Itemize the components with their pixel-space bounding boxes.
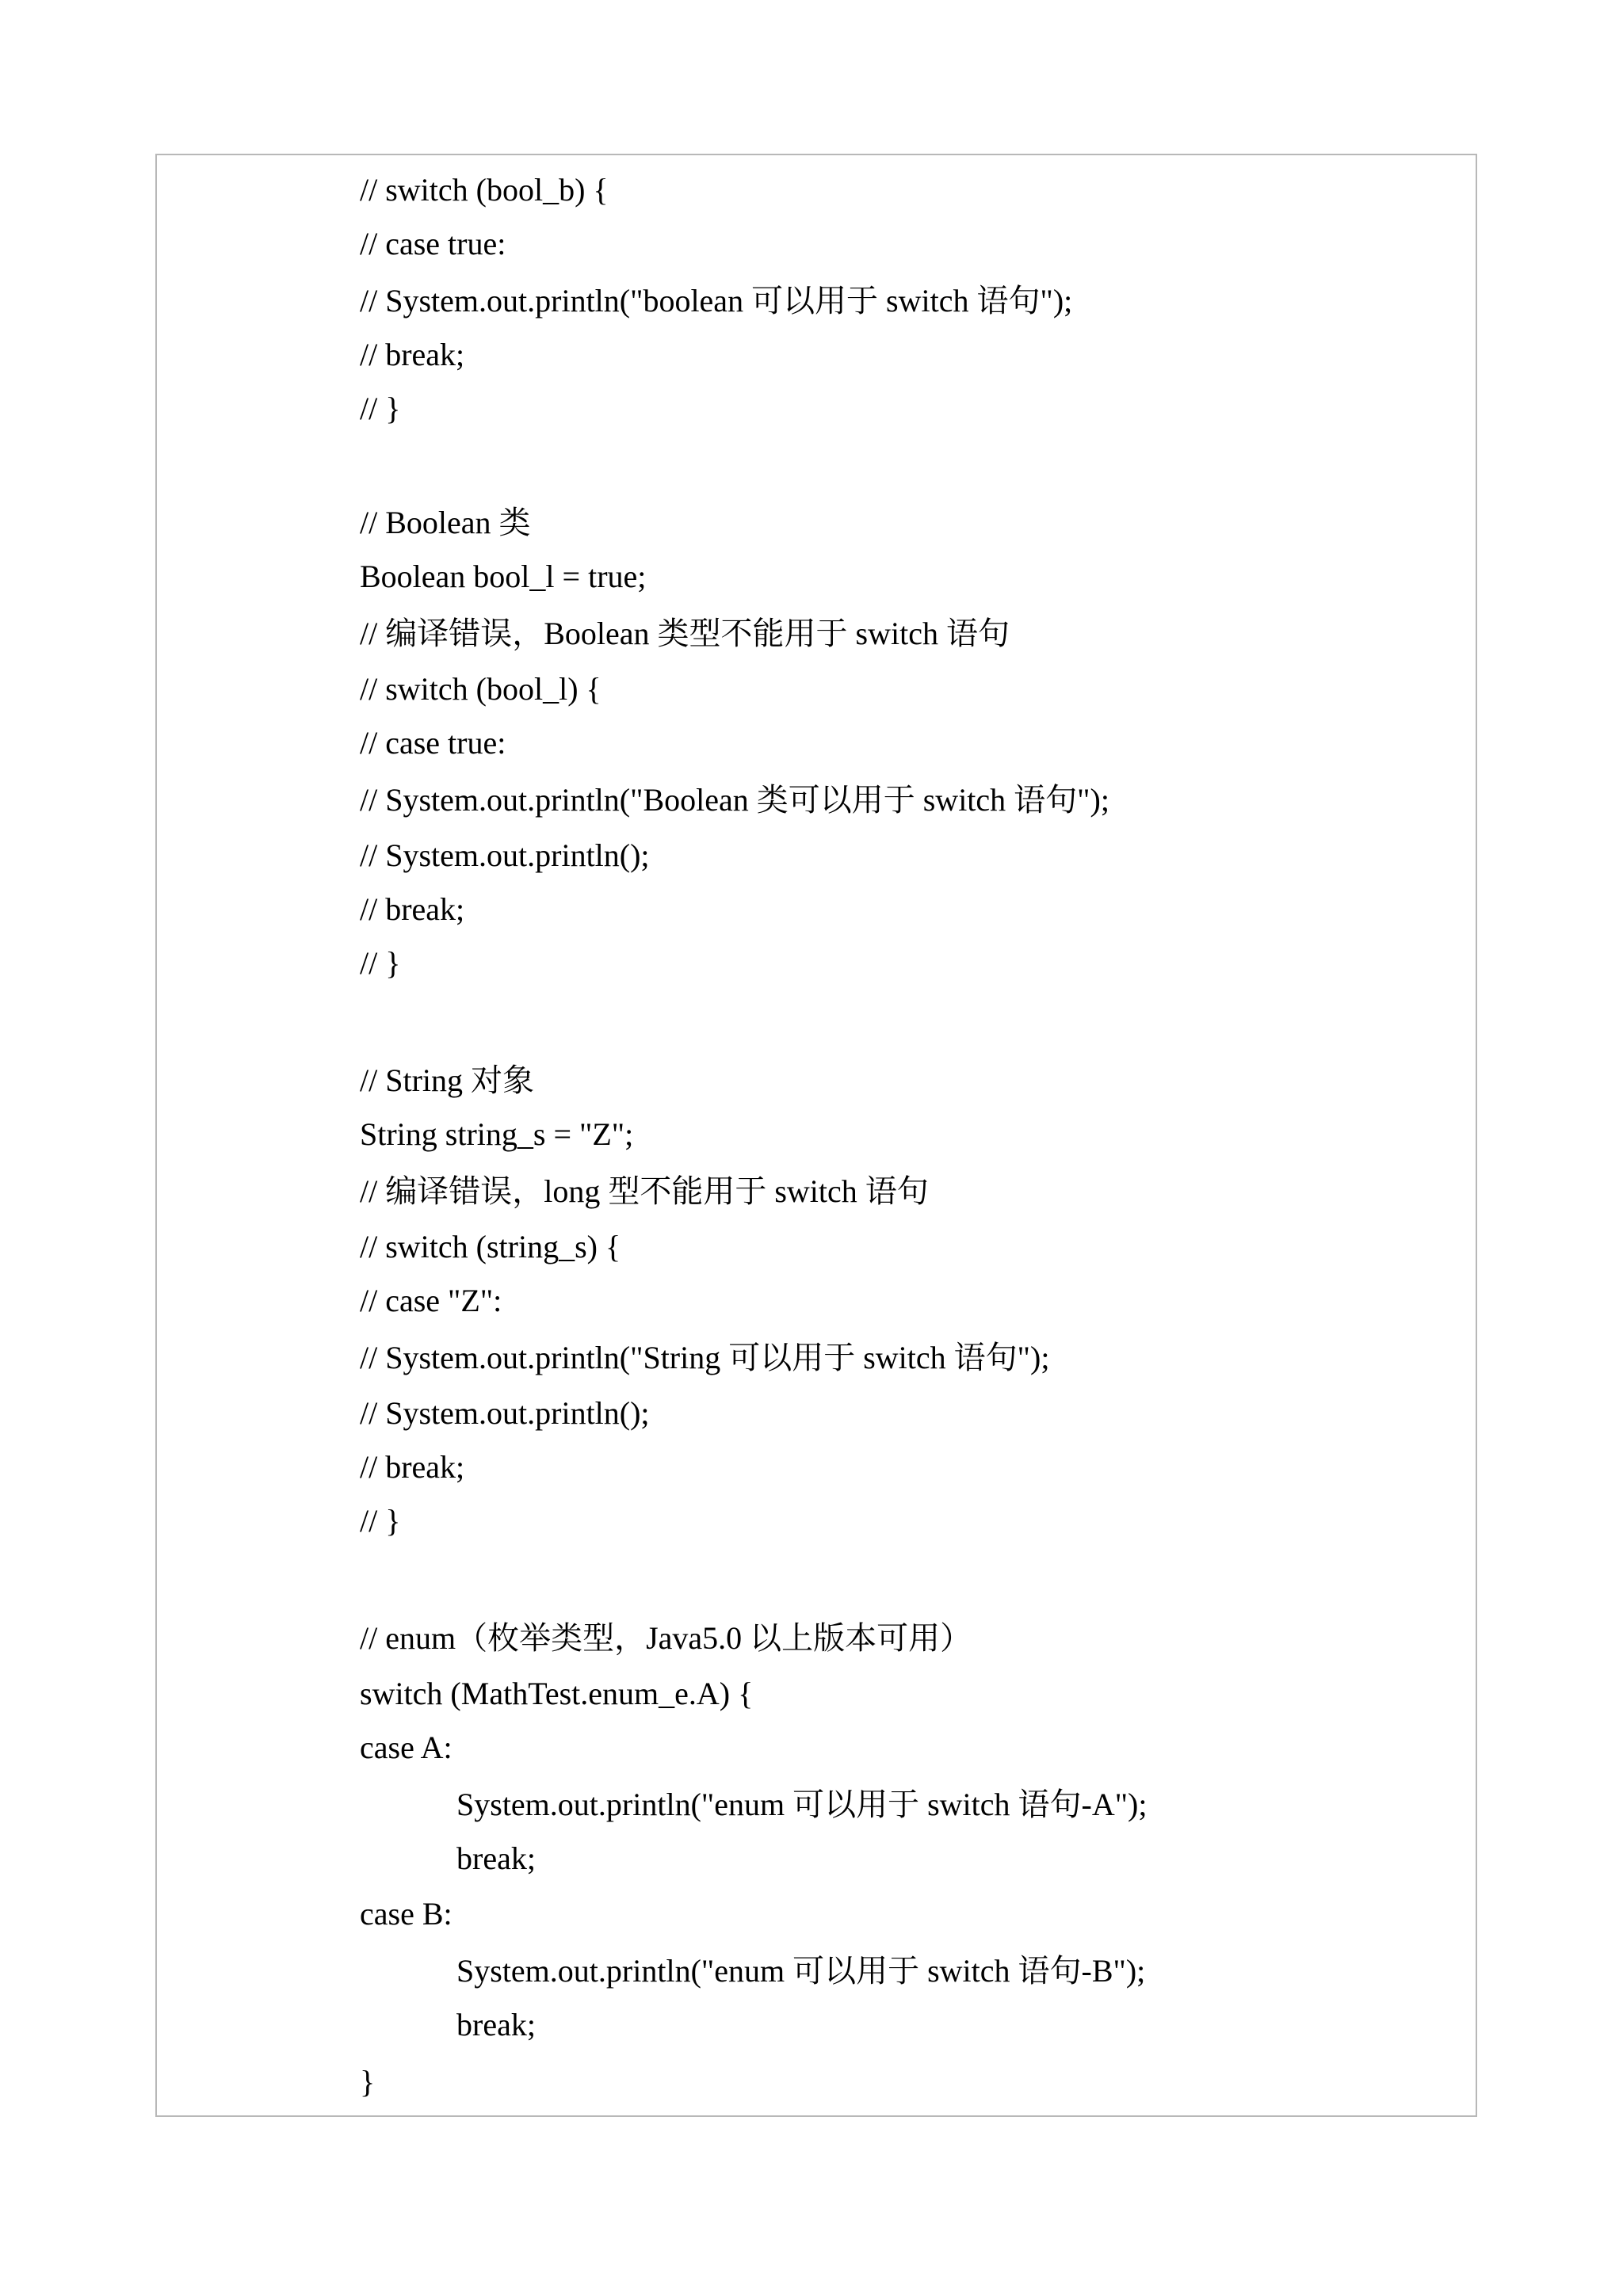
code-line: // } xyxy=(360,945,401,981)
code-line: // System.out.println(); xyxy=(360,1395,650,1431)
code-line: // } xyxy=(360,1503,401,1539)
code-line: // 编译错误，Boolean 类型不能用于 switch 语句 xyxy=(360,616,1010,651)
code-line: break; xyxy=(456,2007,536,2042)
code-line: // break; xyxy=(360,1449,465,1485)
code-line: // case true: xyxy=(360,226,506,261)
code-line: // switch (bool_b) { xyxy=(360,172,609,208)
code-line: // } xyxy=(360,391,401,426)
code-line: // 编译错误，long 型不能用于 switch 语句 xyxy=(360,1173,929,1209)
code-line: // System.out.println(); xyxy=(360,837,650,873)
code-line: switch (MathTest.enum_e.A) { xyxy=(360,1676,754,1711)
code-line: // Boolean 类 xyxy=(360,505,531,540)
code-lines xyxy=(157,155,1476,2115)
code-line: // case true: xyxy=(360,725,506,761)
code-line: System.out.println("enum 可以用于 switch 语句-B"); xyxy=(456,1953,1146,1989)
code-line: // case "Z": xyxy=(360,1283,502,1318)
code-line: case A: xyxy=(360,1730,453,1765)
code-line: // break; xyxy=(360,891,465,927)
code-line: // System.out.println("String 可以用于 switch 语句"); xyxy=(360,1340,1050,1375)
code-line: // break; xyxy=(360,337,465,372)
code-line: // switch (string_s) { xyxy=(360,1229,621,1264)
code-line: case B: xyxy=(360,1896,453,1932)
code-line: // System.out.println("boolean 可以用于 switch 语句"); xyxy=(360,283,1073,318)
code-block xyxy=(155,154,1477,2117)
code-line: System.out.println("enum 可以用于 switch 语句-A"); xyxy=(456,1787,1148,1822)
code-line: // enum（枚举类型，Java5.0 以上版本可用） xyxy=(360,1620,972,1656)
code-line: // String 对象 xyxy=(360,1062,535,1098)
code-line: break; xyxy=(456,1840,536,1876)
code-line: Boolean bool_l = true; xyxy=(360,559,647,594)
code-line: // switch (bool_l) { xyxy=(360,671,601,707)
code-line: } xyxy=(360,2064,376,2100)
code-line: String string_s = "Z"; xyxy=(360,1116,634,1152)
code-line: // System.out.println("Boolean 类可以用于 switch 语句"); xyxy=(360,782,1109,818)
